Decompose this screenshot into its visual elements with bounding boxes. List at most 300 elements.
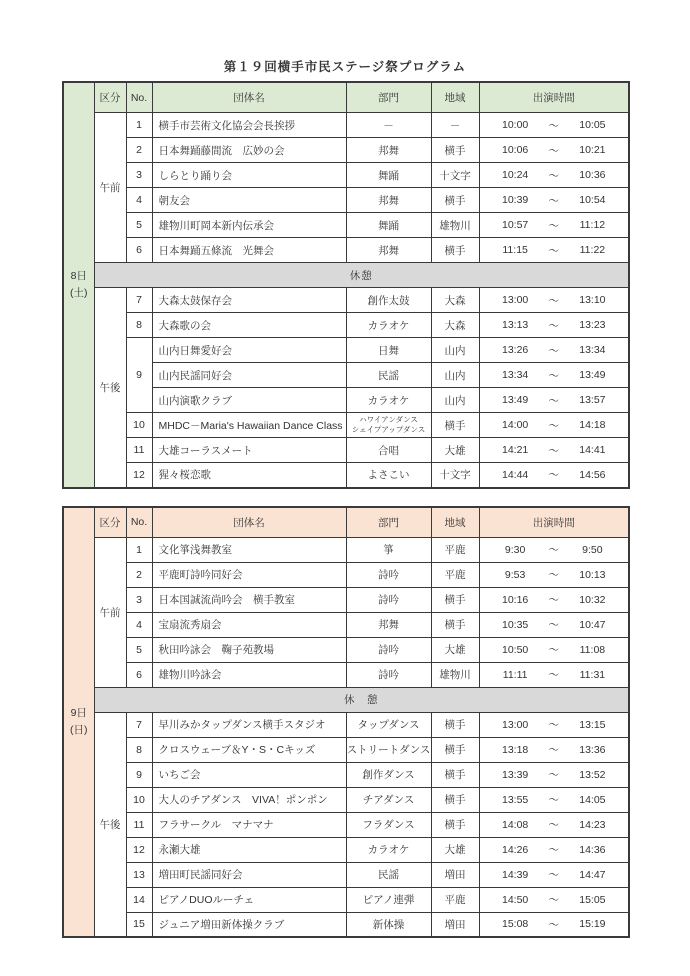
entry-row (63, 463, 629, 488)
group-name-cell: 秋田吟詠会 鞠子苑教場 (152, 637, 346, 662)
performance-time-cell (479, 363, 629, 388)
start-time: 10:57 (501, 219, 529, 231)
session-cell: 午後 (94, 712, 126, 937)
performance-time-cell (479, 637, 629, 662)
group-name-cell: ジュニア増田新体操クラブ (152, 912, 346, 937)
performance-time-cell (479, 138, 629, 163)
time-range (480, 393, 629, 408)
start-time: 13:18 (501, 743, 529, 756)
performance-time-cell (479, 313, 629, 338)
time-range (480, 592, 629, 607)
time-separator: ～ (548, 469, 559, 482)
break-row (63, 263, 629, 288)
start-time: 13:34 (501, 369, 529, 381)
time-separator: ～ (548, 719, 559, 731)
group-name-cell: 横手市芸術文化協会会長挨拶 (152, 113, 346, 138)
entry-number-cell: 2 (126, 138, 152, 163)
entry-row (63, 188, 629, 213)
time-separator: ～ (548, 219, 559, 232)
time-range (480, 218, 629, 233)
time-range (480, 467, 629, 482)
end-time: 11:31 (579, 668, 606, 681)
entry-number-cell: 10 (126, 787, 152, 812)
area-cell: 雄物川 (431, 213, 479, 238)
end-time: 10:32 (579, 593, 606, 606)
entry-row (63, 662, 629, 687)
start-time: 10:24 (501, 169, 529, 181)
start-time: 13:13 (501, 319, 529, 331)
performance-time-cell (479, 562, 629, 587)
category-line: シェイプアップダンス (351, 425, 426, 434)
entry-number-cell: 6 (126, 238, 152, 263)
start-time: 13:00 (501, 294, 529, 306)
time-separator: ～ (548, 294, 559, 307)
date-cell (63, 507, 94, 938)
category-cell: 合唱 (346, 438, 431, 463)
area-cell: 十文字 (431, 463, 479, 488)
start-time: 9:30 (504, 543, 526, 556)
area-cell: 横手 (431, 712, 479, 737)
group-name-cell: 朝友会 (152, 188, 346, 213)
time-separator: ～ (548, 594, 559, 606)
category-cell: フラダンス (346, 812, 431, 837)
area-cell: 山内 (431, 338, 479, 363)
time-separator: ～ (548, 394, 559, 407)
area-cell: 横手 (431, 762, 479, 787)
column-header-time: 出演時間 (479, 82, 629, 113)
column-header-no: No. (126, 507, 152, 538)
time-separator: ～ (548, 869, 559, 881)
entry-number-cell: 12 (126, 463, 152, 488)
end-time: 10:47 (579, 618, 606, 631)
entry-number-cell: 7 (126, 712, 152, 737)
entry-number-cell: 10 (126, 413, 152, 438)
entry-row (63, 812, 629, 837)
time-range (480, 742, 629, 757)
end-time: 11:12 (579, 219, 606, 231)
area-cell: 雄物川 (431, 662, 479, 687)
entry-row (63, 413, 629, 438)
start-time: 9:53 (504, 568, 526, 581)
time-range (480, 767, 629, 782)
performance-time-cell (479, 737, 629, 762)
entry-number-cell: 1 (126, 537, 152, 562)
time-range (480, 667, 629, 682)
date-line: (土) (70, 286, 88, 299)
time-range (480, 143, 629, 158)
start-time: 15:08 (501, 918, 529, 931)
performance-time-cell (479, 712, 629, 737)
entry-number-cell: 3 (126, 587, 152, 612)
entry-row (63, 113, 629, 138)
end-time: 11:08 (579, 643, 606, 656)
start-time: 10:35 (501, 618, 529, 631)
category-cell: 邦舞 (346, 188, 431, 213)
time-range (480, 542, 629, 557)
group-name-cell: 山内演歌クラブ (152, 388, 346, 413)
performance-time-cell (479, 463, 629, 488)
time-separator: ～ (548, 319, 559, 332)
end-time: 14:23 (579, 818, 606, 831)
entry-number-cell: 13 (126, 862, 152, 887)
time-range (480, 293, 629, 308)
category-cell: 日舞 (346, 338, 431, 363)
area-cell: 横手 (431, 737, 479, 762)
group-name-cell: 大森歌の会 (152, 313, 346, 338)
end-time: 13:10 (579, 294, 606, 306)
header-row (63, 507, 629, 538)
area-cell: 大雄 (431, 637, 479, 662)
area-cell: 大森 (431, 313, 479, 338)
break-cell: 休 憩 (94, 687, 629, 712)
entry-row (63, 737, 629, 762)
time-range (480, 118, 629, 133)
time-separator: ～ (548, 644, 559, 656)
category-cell: 創作ダンス (346, 762, 431, 787)
group-name-cell: しらとり踊り会 (152, 163, 346, 188)
date-cell (63, 82, 94, 488)
time-separator: ～ (548, 169, 559, 182)
performance-time-cell (479, 762, 629, 787)
category-cell: 詩吟 (346, 587, 431, 612)
time-range (480, 617, 629, 632)
start-time: 10:06 (501, 144, 529, 156)
area-cell: 横手 (431, 812, 479, 837)
category-cell: 詩吟 (346, 637, 431, 662)
time-range (480, 817, 629, 832)
category-cell: タップダンス (346, 712, 431, 737)
category-cell: 民謡 (346, 363, 431, 388)
entry-number-cell: 15 (126, 912, 152, 937)
performance-time-cell (479, 787, 629, 812)
time-range (480, 318, 629, 333)
group-name-cell: 日本国誠流尚吟会 横手教室 (152, 587, 346, 612)
area-cell: 山内 (431, 363, 479, 388)
category-cell: 邦舞 (346, 138, 431, 163)
entry-row (63, 912, 629, 937)
group-name-cell: 早川みかタップダンス横手スタジオ (152, 712, 346, 737)
end-time: 15:05 (579, 893, 606, 906)
entry-number-cell: 2 (126, 562, 152, 587)
entry-row (63, 762, 629, 787)
start-time: 14:44 (501, 468, 529, 481)
time-separator: ～ (548, 144, 559, 157)
category-cell (346, 413, 431, 438)
area-cell: 横手 (431, 413, 479, 438)
break-row (63, 687, 629, 712)
entry-number-cell: 4 (126, 612, 152, 637)
time-range (480, 867, 629, 882)
performance-time-cell (479, 238, 629, 263)
column-header-group-name: 団体名 (152, 507, 346, 538)
end-time: 13:15 (579, 718, 606, 731)
time-separator: ～ (548, 569, 559, 581)
entry-number-cell: 4 (126, 188, 152, 213)
category-cell: ピアノ連弾 (346, 887, 431, 912)
category-cell: チアダンス (346, 787, 431, 812)
entry-row (63, 238, 629, 263)
area-cell: 平鹿 (431, 562, 479, 587)
header-row (63, 82, 629, 113)
break-cell: 休憩 (94, 263, 629, 288)
area-cell: 山内 (431, 388, 479, 413)
entry-row (63, 213, 629, 238)
time-range (480, 418, 629, 433)
start-time: 14:21 (501, 444, 529, 456)
performance-time-cell (479, 862, 629, 887)
group-name-cell: MHDC－Maria's Hawaiian Dance Class (152, 413, 346, 438)
start-time: 14:08 (501, 818, 529, 831)
performance-time-cell (479, 662, 629, 687)
time-separator: ～ (548, 619, 559, 631)
end-time: 10:36 (579, 169, 606, 181)
end-time: 9:50 (582, 543, 603, 556)
category-cell: － (346, 113, 431, 138)
time-separator: ～ (548, 794, 559, 806)
time-range (480, 168, 629, 183)
performance-time-cell (479, 388, 629, 413)
performance-time-cell (479, 113, 629, 138)
end-time: 14:56 (579, 468, 606, 481)
column-header-area: 地域 (431, 82, 479, 113)
time-range (480, 368, 629, 383)
group-name-cell: 雄物川吟詠会 (152, 662, 346, 687)
entry-row (63, 338, 629, 363)
area-cell: 増田 (431, 862, 479, 887)
group-name-cell: 大雄コーラスメート (152, 438, 346, 463)
schedule-table-saturday (62, 81, 630, 489)
end-time: 11:22 (579, 244, 606, 256)
area-cell: 横手 (431, 787, 479, 812)
session-cell: 午前 (94, 113, 126, 263)
area-cell: 増田 (431, 912, 479, 937)
end-time: 13:49 (579, 369, 606, 381)
entry-row (63, 537, 629, 562)
area-cell: 横手 (431, 612, 479, 637)
category-cell: 詩吟 (346, 562, 431, 587)
column-header-category: 部門 (346, 82, 431, 113)
group-name-cell: 雄物川町岡本新内伝承会 (152, 213, 346, 238)
time-separator: ～ (548, 419, 559, 432)
session-cell: 午前 (94, 537, 126, 687)
entry-row (63, 313, 629, 338)
group-name-cell: クロスウェーブ＆Y・S・Cキッズ (152, 737, 346, 762)
performance-time-cell (479, 413, 629, 438)
performance-time-cell (479, 213, 629, 238)
column-header-area: 地域 (431, 507, 479, 538)
area-cell: 大雄 (431, 837, 479, 862)
column-header-group-name: 団体名 (152, 82, 346, 113)
category-cell: 民謡 (346, 862, 431, 887)
category-cell: 邦舞 (346, 238, 431, 263)
entry-row (63, 163, 629, 188)
entry-row (63, 438, 629, 463)
page-title: 第１９回横手市民ステージ祭プログラム (223, 60, 467, 74)
schedule-table-sunday (62, 506, 630, 939)
column-header-kubun: 区分 (94, 82, 126, 113)
entry-row (63, 862, 629, 887)
group-name-cell: フラサークル マナマナ (152, 812, 346, 837)
category-cell: 舞踊 (346, 163, 431, 188)
performance-time-cell (479, 587, 629, 612)
end-time: 13:34 (579, 344, 606, 356)
area-cell: 十文字 (431, 163, 479, 188)
entry-row (63, 562, 629, 587)
group-name-cell: 猩々桜恋歌 (152, 463, 346, 488)
group-name-cell: 山内日舞愛好会 (152, 338, 346, 363)
performance-time-cell (479, 537, 629, 562)
category-line: ハワイアンダンス (359, 415, 418, 425)
time-range (480, 343, 629, 358)
entry-number-cell: 12 (126, 837, 152, 862)
entry-row (63, 712, 629, 737)
end-time: 10:05 (579, 119, 606, 131)
end-time: 15:19 (579, 918, 606, 931)
session-cell: 午後 (94, 288, 126, 488)
time-range (480, 792, 629, 807)
start-time: 14:00 (501, 419, 529, 431)
date-line: 9日 (70, 707, 87, 720)
entry-number-cell: 14 (126, 887, 152, 912)
end-time: 14:18 (579, 419, 606, 431)
end-time: 14:36 (579, 843, 606, 856)
category-cell: 新体操 (346, 912, 431, 937)
area-cell: 横手 (431, 138, 479, 163)
time-separator: ～ (548, 544, 559, 556)
area-cell: 横手 (431, 188, 479, 213)
end-time: 13:57 (579, 394, 606, 406)
time-range (480, 243, 629, 258)
column-header-time: 出演時間 (479, 507, 629, 538)
group-name-cell: 文化箏浅舞教室 (152, 537, 346, 562)
end-time: 10:21 (579, 144, 606, 156)
entry-number-cell: 6 (126, 662, 152, 687)
entry-number-cell: 1 (126, 113, 152, 138)
group-name-cell: 日本舞踊五條流 光舞会 (152, 238, 346, 263)
time-separator: ～ (548, 444, 559, 457)
category-cell: 舞踊 (346, 213, 431, 238)
area-cell: 横手 (431, 238, 479, 263)
entry-number-cell: 11 (126, 812, 152, 837)
end-time: 10:54 (579, 194, 606, 206)
column-header-category: 部門 (346, 507, 431, 538)
start-time: 13:39 (501, 768, 529, 781)
time-separator: ～ (548, 669, 559, 681)
time-range (480, 567, 629, 582)
end-time: 14:05 (579, 793, 606, 806)
entry-row (63, 837, 629, 862)
entry-row (63, 887, 629, 912)
entry-number-cell: 7 (126, 288, 152, 313)
performance-time-cell (479, 163, 629, 188)
time-range (480, 917, 629, 932)
start-time: 10:00 (501, 119, 529, 131)
start-time: 13:00 (501, 718, 529, 731)
column-header-no: No. (126, 82, 152, 113)
performance-time-cell (479, 612, 629, 637)
group-name-cell: 日本舞踊藤間流 広妙の会 (152, 138, 346, 163)
performance-time-cell (479, 188, 629, 213)
time-separator: ～ (548, 744, 559, 756)
end-time: 14:41 (579, 444, 606, 456)
category-cell: カラオケ (346, 388, 431, 413)
start-time: 13:55 (501, 793, 529, 806)
start-time: 10:16 (501, 593, 529, 606)
end-time: 14:47 (579, 868, 606, 881)
group-name-cell: 山内民謡同好会 (152, 363, 346, 388)
area-cell: 横手 (431, 587, 479, 612)
time-range (480, 642, 629, 657)
time-separator: ～ (548, 244, 559, 257)
time-range (480, 443, 629, 458)
entry-number-cell: 11 (126, 438, 152, 463)
category-cell: よさこい (346, 463, 431, 488)
category-cell: 創作太鼓 (346, 288, 431, 313)
group-name-cell: いちご会 (152, 762, 346, 787)
date-line: 8日 (70, 270, 87, 283)
time-separator: ～ (548, 918, 559, 931)
entry-number-cell: 3 (126, 163, 152, 188)
area-cell: 平鹿 (431, 537, 479, 562)
group-name-cell: 平鹿町詩吟同好会 (152, 562, 346, 587)
start-time: 14:26 (501, 843, 529, 856)
performance-time-cell (479, 288, 629, 313)
category-cell: 邦舞 (346, 612, 431, 637)
time-range (480, 892, 629, 907)
start-time: 10:50 (501, 643, 529, 656)
entry-row (63, 288, 629, 313)
entry-number-cell: 5 (126, 637, 152, 662)
entry-row (63, 787, 629, 812)
time-separator: ～ (548, 894, 559, 906)
start-time: 14:39 (501, 868, 529, 881)
group-name-cell: 大森太鼓保存会 (152, 288, 346, 313)
time-range (480, 842, 629, 857)
end-time: 10:13 (579, 568, 606, 581)
start-time: 11:15 (502, 244, 528, 256)
entry-number-cell: 8 (126, 737, 152, 762)
category-cell: カラオケ (346, 837, 431, 862)
time-range (480, 717, 629, 732)
entry-number-cell: 9 (126, 762, 152, 787)
time-range (480, 193, 629, 208)
title-area (62, 0, 628, 75)
time-separator: ～ (548, 844, 559, 856)
area-cell: 大雄 (431, 438, 479, 463)
performance-time-cell (479, 812, 629, 837)
group-name-cell: 大人のチアダンス VIVA！ポンポン (152, 787, 346, 812)
time-separator: ～ (548, 369, 559, 382)
start-time: 10:39 (501, 194, 529, 206)
performance-time-cell (479, 912, 629, 937)
performance-time-cell (479, 837, 629, 862)
area-cell: 平鹿 (431, 887, 479, 912)
entry-number-cell: 9 (126, 338, 152, 413)
category-cell: ストリートダンス (346, 737, 431, 762)
column-header-kubun: 区分 (94, 507, 126, 538)
area-cell: 大森 (431, 288, 479, 313)
start-time: 13:49 (501, 394, 529, 406)
schedule-tables (62, 81, 628, 938)
start-time: 14:50 (501, 893, 529, 906)
group-name-cell: 増田町民謡同好会 (152, 862, 346, 887)
group-name-cell: ピアノDUOルーチェ (152, 887, 346, 912)
area-cell: － (431, 113, 479, 138)
category-cell: 詩吟 (346, 662, 431, 687)
performance-time-cell (479, 438, 629, 463)
performance-time-cell (479, 887, 629, 912)
entry-number-cell: 5 (126, 213, 152, 238)
